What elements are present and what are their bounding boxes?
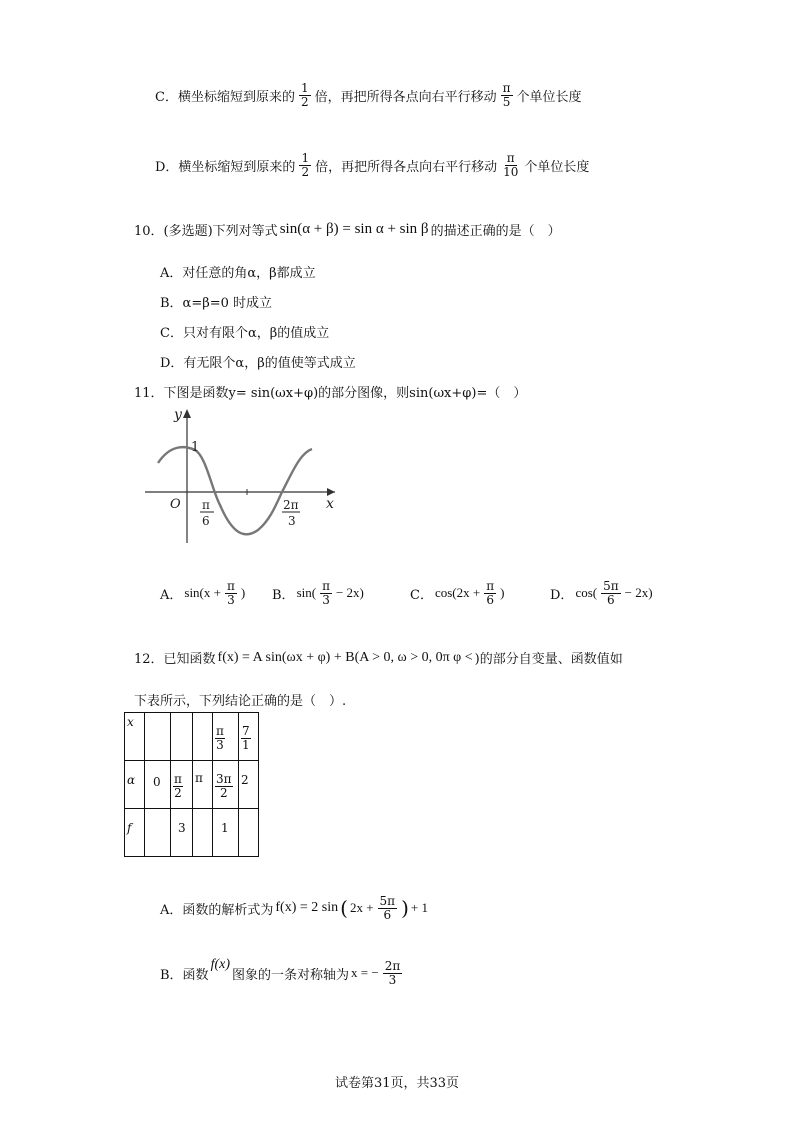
y-axis-arrow xyxy=(183,409,191,418)
table-row xyxy=(125,713,259,761)
fraction: $\frac{2\pi}{3}$ xyxy=(384,959,401,987)
option-math: f(x) = 2 sin xyxy=(275,900,339,916)
q10-option-d: D．有无限个α，β的值使等式成立 xyxy=(160,356,356,371)
q10-option-b: B．α=β=0 时成立 xyxy=(160,296,273,311)
q12-option-b-mid: 图象的一条对称轴为 xyxy=(232,967,350,983)
q12-option-a xyxy=(160,895,428,921)
table-cell: f xyxy=(125,809,145,857)
option-letter: D． xyxy=(550,587,574,603)
option-math: sin(x + xyxy=(184,585,221,601)
table-cell: π xyxy=(193,761,213,809)
q12-formula: f(x) = A sin(ωx + φ) + B(A > 0, ω > 0, 0π φ < xyxy=(217,649,473,665)
option-c-end: 个单位长度 xyxy=(516,89,582,105)
tick-2pi3-num: 2π xyxy=(283,498,299,512)
option-math: − 2x) xyxy=(624,585,653,601)
option-c xyxy=(155,82,582,108)
table-cell: 0 xyxy=(145,761,171,809)
option-math: 2x + xyxy=(349,900,374,916)
option-math: ) xyxy=(240,585,246,601)
x-axis-label: x xyxy=(326,496,334,512)
table-cell xyxy=(171,713,193,761)
q10-option-a: A．对任意的角α，β都成立 xyxy=(160,266,316,281)
question-12-stem xyxy=(134,648,623,667)
option-math: ) xyxy=(500,585,505,601)
option-math: − 2x) xyxy=(335,585,364,601)
fraction: $\frac{\pi}{3}$ xyxy=(226,579,235,607)
table-cell xyxy=(239,809,259,857)
option-math: f(x) xyxy=(210,957,230,973)
table-cell xyxy=(145,713,171,761)
option-math: cos(2x + xyxy=(434,585,481,601)
option-d-end: 个单位长度 xyxy=(524,159,590,175)
y-axis-label: y xyxy=(174,407,182,423)
fraction: $\frac{1}{2}$ xyxy=(300,81,309,109)
option-d xyxy=(155,152,589,178)
q11-option-c xyxy=(410,580,504,606)
x-axis-arrow xyxy=(327,488,335,496)
table-cell: 1 xyxy=(213,809,239,857)
origin-label: O xyxy=(170,497,181,512)
table-cell: $\frac{\pi}{3}$ xyxy=(213,713,239,761)
table-cell xyxy=(145,809,171,857)
tick-2pi3-den: 3 xyxy=(288,514,296,528)
table-row xyxy=(125,761,259,809)
q12-stem-line2: 下表所示，下列结论正确的是（ ）. xyxy=(134,694,347,709)
option-letter: A． xyxy=(160,587,183,603)
option-letter: B． xyxy=(272,587,295,603)
q11-option-b xyxy=(272,580,364,606)
sine-graph xyxy=(140,405,340,545)
table-cell: $\frac{7}{1}$ xyxy=(239,713,259,761)
fraction: $\frac{\pi}{6}$ xyxy=(486,579,495,607)
table-cell: α xyxy=(125,761,145,809)
paren-close: ) xyxy=(401,896,409,921)
table-cell: $\frac{3\pi}{2}$ xyxy=(213,761,239,809)
fraction: $\frac{5\pi}{6}$ xyxy=(379,894,396,922)
page-footer: 试卷第31页，共33页 xyxy=(334,1076,460,1091)
question-11-stem: 11．下图是函数y= sin(ωx+φ)的部分图像，则sin(ωx+φ)=（ ） xyxy=(134,386,527,401)
q12-option-b xyxy=(160,957,404,987)
option-c-text: 倍，再把所得各点向右平行移动 xyxy=(314,89,497,105)
q10-option-c: C．只对有限个α，β的值成立 xyxy=(160,326,330,341)
table-cell: 3 xyxy=(171,809,193,857)
table-cell: $\frac{\pi}{2}$ xyxy=(171,761,193,809)
option-math: cos( xyxy=(575,585,598,601)
q10-stem-post: 的描述正确的是（ ） xyxy=(430,224,561,239)
paren-open: ( xyxy=(340,896,348,921)
tick-pi6-den: 6 xyxy=(202,514,210,528)
q12-stem-pre: 12．已知函数 xyxy=(134,652,216,667)
fraction: $\frac{1}{2}$ xyxy=(301,151,310,179)
option-d-text: 倍，再把所得各点向右平行移动 xyxy=(315,159,498,175)
table-cell: x xyxy=(125,713,145,761)
fraction: $\frac{\pi}{5}$ xyxy=(502,81,511,109)
q10-stem-pre: 10．(多选题)下列对等式 xyxy=(134,224,278,239)
y-one-label: 1 xyxy=(191,440,200,455)
fraction: $\frac{5\pi}{6}$ xyxy=(603,579,619,607)
q12-option-a-text: A．函数的解析式为 xyxy=(160,902,274,918)
fraction: $\frac{\pi}{10}$ xyxy=(503,151,519,179)
fraction: $\frac{\pi}{3}$ xyxy=(322,579,330,607)
question-10-stem xyxy=(134,220,561,239)
table-row xyxy=(125,809,259,857)
q10-formula: sin(α + β) = sin α + sin β xyxy=(279,221,429,237)
option-math: + 1 xyxy=(410,900,428,916)
option-math: x = − xyxy=(351,965,379,981)
value-table xyxy=(124,712,259,857)
option-letter: C． xyxy=(410,587,433,603)
option-math: sin( xyxy=(296,585,317,601)
q11-option-d xyxy=(550,580,653,606)
option-d-label: D．横坐标缩短到原来的 xyxy=(155,159,296,175)
tick-pi6-num: π xyxy=(202,498,210,512)
q12-option-b-text: B．函数 xyxy=(160,967,209,983)
table-cell xyxy=(193,713,213,761)
table-cell: 2 xyxy=(239,761,259,809)
q12-stem-post: )的部分自变量、函数值如 xyxy=(474,652,623,667)
table-cell xyxy=(193,809,213,857)
q11-option-a xyxy=(160,580,245,606)
option-c-label: C．横坐标缩短到原来的 xyxy=(155,89,295,105)
